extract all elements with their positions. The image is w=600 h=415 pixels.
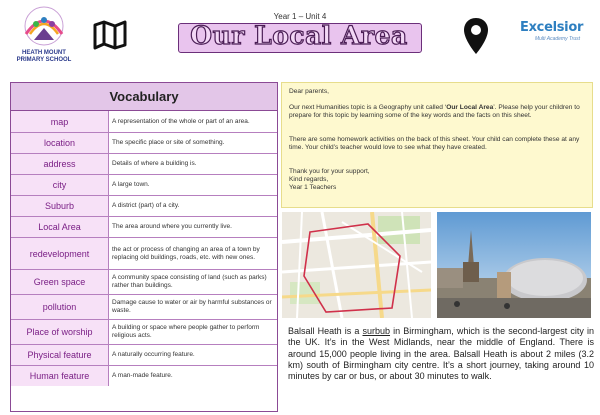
vocabulary-term: address	[11, 154, 109, 174]
school-logo	[14, 6, 74, 68]
area-info-paragraph: Balsall Heath is a surbub in Birmingham, which is the second-largest city in the UK. It’s in the West Midlands, near the middle of England. There is around 15,000 people living in the area. Balsall Heath is about 2 miles (3.2 km) south of Birmingham city centre. It’s a short journey, taking around 10 minutes by car or bus, or about 30 minutes to walk.	[288, 326, 594, 382]
letter-closing-3: Year 1 Teachers	[289, 184, 337, 191]
vocabulary-definition: The area around where you currently live.	[112, 223, 232, 230]
vocabulary-row	[11, 154, 277, 175]
vocabulary-term: Place of worship	[11, 320, 109, 344]
vocabulary-row	[11, 111, 277, 133]
vocabulary-term: city	[11, 175, 109, 195]
page-title: Our Local Area	[190, 21, 408, 50]
location-pin-icon	[462, 16, 490, 56]
vocabulary-definition: The specific place or site of something.	[112, 139, 225, 146]
vocabulary-term: redevelopment	[11, 238, 109, 269]
vocabulary-definition: A representation of the whole or part of an area.	[112, 117, 250, 125]
local-map-image	[282, 212, 431, 318]
school-name: HEATH MOUNT	[22, 50, 66, 56]
school-logo-graphic	[14, 6, 74, 50]
vocabulary-term: map	[11, 111, 109, 132]
partner-logo-name: Excelsior	[520, 20, 584, 35]
school-sub: PRIMARY SCHOOL	[16, 57, 72, 63]
vocabulary-row	[11, 175, 277, 196]
unit-subtitle: Year 1 – Unit 4	[273, 12, 327, 21]
vocabulary-definition: A large town.	[112, 181, 150, 188]
partner-logo-tagline: Multi Academy Trust	[534, 36, 580, 42]
letter-closing-1: Thank you for your support,	[289, 168, 370, 175]
vocabulary-definition: A district (part) of a city.	[112, 202, 180, 209]
vocabulary-definition: A naturally occurring feature.	[112, 351, 195, 358]
vocabulary-definition: Damage cause to water or air by harmful substances or waste.	[112, 299, 272, 314]
vocabulary-term: Green space	[11, 270, 109, 294]
vocabulary-row	[11, 217, 277, 238]
vocabulary-definition: A man-made feature.	[112, 372, 173, 379]
birmingham-photo	[437, 212, 591, 318]
letter-closing-2: Kind regards,	[289, 176, 329, 183]
topic-name: Our Local Area	[446, 104, 494, 111]
vocabulary-definition: A building or space where people gather to perform religious acts.	[112, 324, 260, 339]
vocabulary-definition: Details of where a building is.	[112, 160, 197, 167]
letter-paragraph-1: Our next Humanities topic is a Geography unit called ‘Our Local Area’. Please help your children to prepare for this topic by learning some of the key words and the facts on this sheet.	[289, 104, 580, 120]
vocabulary-row	[11, 320, 277, 345]
letter-paragraph-2: There are some homework activities on the back of this sheet. Your child can complete these at any time. Your child’s teacher would love to see what they have created.	[289, 136, 580, 152]
vocabulary-row	[11, 270, 277, 295]
partner-logo	[520, 20, 595, 60]
vocabulary-row	[11, 238, 277, 270]
vocabulary-row	[11, 133, 277, 154]
parent-letter	[281, 82, 593, 208]
vocabulary-row	[11, 295, 277, 320]
vocabulary-term: Human feature	[11, 366, 109, 386]
vocabulary-term: Suburb	[11, 196, 109, 216]
vocabulary-heading: Vocabulary	[11, 83, 277, 111]
vocabulary-definition: A community space consisting of land (such as parks) rather than buildings.	[112, 274, 267, 289]
vocabulary-term: pollution	[11, 295, 109, 319]
vocabulary-term: location	[11, 133, 109, 153]
vocabulary-term: Local Area	[11, 217, 109, 237]
vocabulary-definition: the act or process of changing an area of a town by replacing old buildings, roads, etc. with new ones.	[112, 245, 260, 261]
vocabulary-row	[11, 366, 277, 386]
vocabulary-table	[10, 82, 278, 412]
map-icon	[93, 20, 127, 50]
letter-greeting: Dear parents,	[289, 88, 329, 95]
vocabulary-row	[11, 345, 277, 366]
vocabulary-row	[11, 196, 277, 217]
suburb-word: surbub	[362, 326, 391, 336]
vocabulary-term: Physical feature	[11, 345, 109, 365]
